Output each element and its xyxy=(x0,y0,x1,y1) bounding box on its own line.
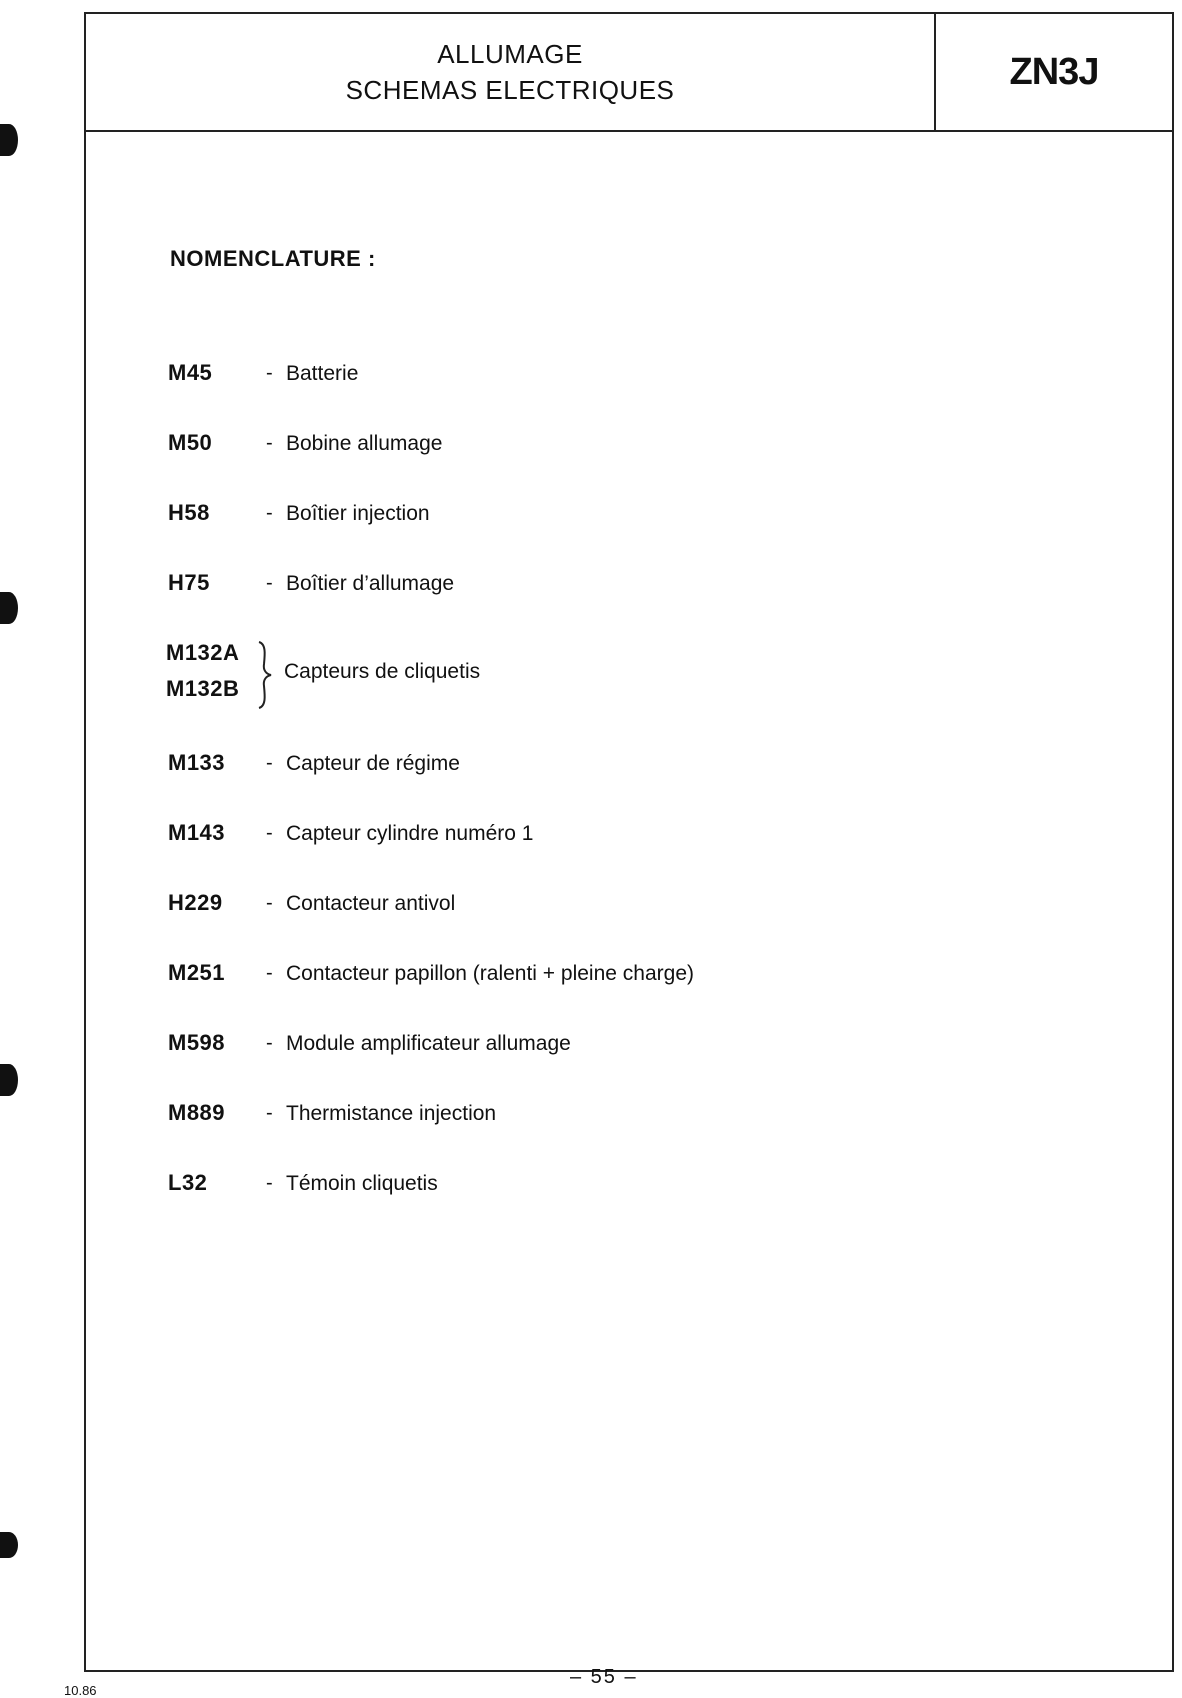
dash: - xyxy=(266,752,273,774)
component-description: Thermistance injection xyxy=(286,1102,497,1125)
dash: - xyxy=(266,432,273,454)
dash: - xyxy=(266,502,273,524)
header-subtitle: SCHEMAS ELECTRIQUES xyxy=(345,75,675,105)
component-code: L32 xyxy=(168,1170,208,1195)
list-item xyxy=(0,750,1100,790)
component-code: M45 xyxy=(168,360,213,385)
component-description: Contacteur antivol xyxy=(286,892,456,915)
list-item xyxy=(0,430,1100,470)
component-code: M132B xyxy=(166,676,240,701)
component-code: H58 xyxy=(168,500,210,525)
binder-hole xyxy=(0,124,18,156)
component-description: Contacteur papillon (ralenti + pleine charge) xyxy=(286,962,694,985)
component-description: Module amplificateur allumage xyxy=(286,1032,571,1055)
component-code: M133 xyxy=(168,750,226,775)
component-code: M143 xyxy=(168,820,226,845)
dash: - xyxy=(266,822,273,844)
list-item xyxy=(0,570,1100,610)
list-item-group xyxy=(0,640,1100,720)
engine-code: ZN3J xyxy=(934,14,1172,130)
component-code: H229 xyxy=(168,890,223,915)
list-item xyxy=(0,1030,1100,1070)
list-item xyxy=(0,890,1100,930)
page-header xyxy=(84,12,1174,132)
component-description: Boîtier injection xyxy=(286,502,430,525)
component-code: M251 xyxy=(168,960,226,985)
component-description: Boîtier d’allumage xyxy=(286,572,455,595)
dash: - xyxy=(266,362,273,384)
dash: - xyxy=(266,892,273,914)
component-description: Batterie xyxy=(286,362,359,385)
component-code: M889 xyxy=(168,1100,226,1125)
dash: - xyxy=(266,1032,273,1054)
list-item xyxy=(0,960,1100,1000)
dash: - xyxy=(266,1172,273,1194)
component-description: Capteurs de cliquetis xyxy=(284,660,481,683)
list-item xyxy=(0,1170,1100,1210)
component-description: Capteur de régime xyxy=(286,752,460,775)
component-code: H75 xyxy=(168,570,210,595)
binder-hole xyxy=(0,1532,18,1558)
header-titles xyxy=(86,14,934,130)
component-code: M132A xyxy=(166,640,240,665)
page-number: – 55 – xyxy=(570,1666,638,1688)
header-title: ALLUMAGE xyxy=(437,39,583,69)
dash: - xyxy=(266,572,273,594)
component-description: Bobine allumage xyxy=(286,432,443,455)
list-item xyxy=(0,1100,1100,1140)
dash: - xyxy=(266,962,273,984)
list-item xyxy=(0,360,1100,400)
list-item xyxy=(0,820,1100,860)
component-description: Témoin cliquetis xyxy=(286,1172,438,1195)
component-code: M50 xyxy=(168,430,213,455)
component-code: M598 xyxy=(168,1030,226,1055)
section-heading: NOMENCLATURE : xyxy=(170,246,376,271)
component-description: Capteur cylindre numéro 1 xyxy=(286,822,534,845)
list-item xyxy=(0,500,1100,540)
footer-date: 10.86 xyxy=(64,1683,97,1698)
dash: - xyxy=(266,1102,273,1124)
brace-icon xyxy=(253,640,277,710)
